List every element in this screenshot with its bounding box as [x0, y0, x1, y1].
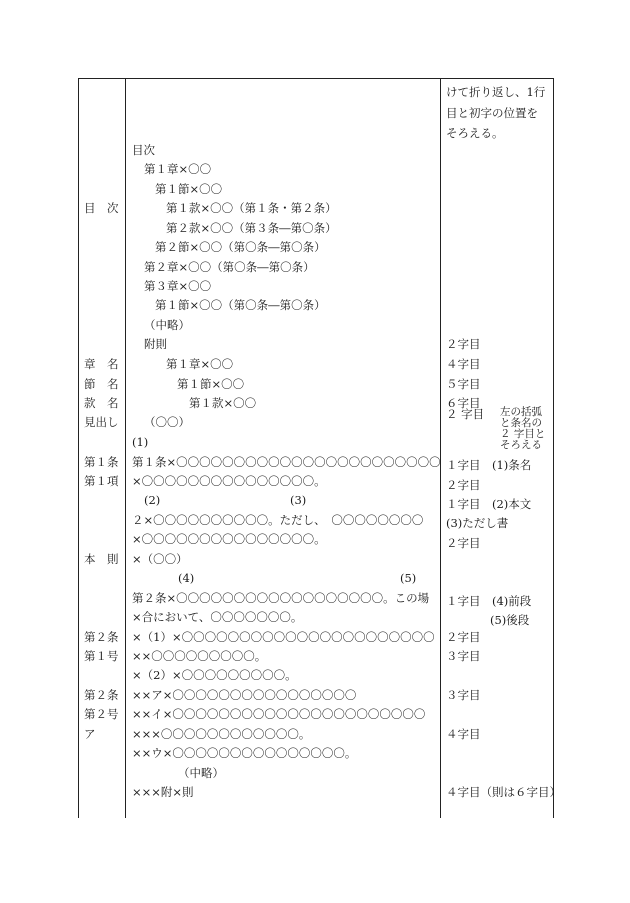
label-kou1: 第１項: [84, 474, 119, 488]
subitem-a: ××ア×〇〇〇〇〇〇〇〇〇〇〇〇〇〇〇〇: [132, 688, 357, 702]
paragraph-2-line-2: ×〇〇〇〇〇〇〇〇〇〇〇〇〇〇〇。: [132, 532, 326, 546]
label-honsoku: 本 則: [84, 552, 119, 566]
label-jo1: 第１条: [84, 455, 119, 469]
item-2: ×（2）×〇〇〇〇〇〇〇〇〇。: [132, 668, 297, 682]
label-shoumei: 章 名: [84, 357, 119, 371]
column-divider-1: [125, 78, 126, 818]
article-1-line-1: 第１条×〇〇〇〇〇〇〇〇〇〇〇〇〇〇〇〇〇〇〇〇〇〇〇: [132, 455, 441, 469]
toc-section-1: 第１節×〇〇: [155, 182, 223, 196]
bracket-note-line-2: と条名の: [500, 417, 542, 429]
body-subsection-heading: 第１款×〇〇: [189, 396, 257, 410]
note-2ji-b: ２字目: [446, 536, 481, 550]
label-jo2: 第２条: [84, 630, 119, 644]
subitem-u: ××ウ×〇〇〇〇〇〇〇〇〇〇〇〇〇〇〇。: [132, 746, 357, 760]
article-2-caption: ×（〇〇）: [132, 552, 188, 566]
item-1-line-1: ×（1）×〇〇〇〇〇〇〇〇〇〇〇〇〇〇〇〇〇〇〇〇〇〇: [132, 630, 435, 644]
label-go1: 第１号: [84, 649, 119, 663]
marker-3: (3): [290, 493, 307, 507]
label-midashi: 見出し: [84, 415, 119, 429]
subitem-i-line-1: ××イ×〇〇〇〇〇〇〇〇〇〇〇〇〇〇〇〇〇〇〇〇〇〇: [132, 707, 426, 721]
toc-section-2: 第２節×〇〇（第〇条―第〇条）: [155, 240, 326, 254]
body-chapter-heading: 第１章×〇〇: [166, 357, 234, 371]
note-5ji-section: ５字目: [446, 377, 481, 391]
toc-section-3-1: 第１節×〇〇（第〇条―第〇条）: [155, 298, 326, 312]
note-4ji-chapter: ４字目: [446, 357, 481, 371]
top-note-line-3: そろえる。: [446, 126, 504, 140]
paragraph-2-line-1: ２×〇〇〇〇〇〇〇〇〇〇。ただし、 〇〇〇〇〇〇〇〇: [132, 513, 424, 527]
marker-5: (5): [400, 571, 417, 585]
bracket-note-line-3: ２ 字目と: [500, 428, 546, 440]
label-go2: 第２号: [84, 707, 119, 721]
note-3ji-b: ３字目: [446, 688, 481, 702]
toc-subsection-2: 第２款×〇〇（第３条―第〇条）: [166, 221, 337, 235]
table-right-border: [553, 78, 554, 818]
top-note-line-1: けて折り返し、1行: [446, 85, 546, 99]
label-jo2b: 第２条: [84, 688, 119, 702]
bracket-note-line-4: そろえる: [500, 439, 542, 451]
note-3ji-a: ３字目: [446, 649, 481, 663]
body-omitted: （中略）: [178, 766, 224, 780]
toc-supplementary: 附則: [144, 337, 167, 351]
note-4ji-a: ４字目: [446, 727, 481, 741]
toc-chapter-3: 第３章×〇〇: [144, 279, 212, 293]
toc-chapter-1: 第１章×〇〇: [144, 162, 212, 176]
item-1-line-2: ××〇〇〇〇〇〇〇〇〇。: [132, 649, 267, 663]
toc-subsection-1: 第１款×〇〇（第１条・第２条）: [166, 201, 337, 215]
note-2ji-heading: ２ 字目: [446, 407, 485, 421]
article-1-line-2: ×〇〇〇〇〇〇〇〇〇〇〇〇〇〇〇。: [132, 474, 326, 488]
article-2-line-1: 第２条×〇〇〇〇〇〇〇〇〇〇〇〇〇〇〇〇〇〇。この場: [132, 591, 430, 605]
note-latter-part: (5)後段: [490, 613, 530, 627]
subitem-i-line-2: ×××〇〇〇〇〇〇〇〇〇〇〇〇。: [132, 727, 311, 741]
marker-2: (2): [144, 493, 161, 507]
marker-1: (1): [132, 435, 149, 449]
note-2ji-toc: ２字目: [446, 337, 481, 351]
note-6ji-subsection: ６字目: [446, 396, 481, 410]
note-article-name: １字目 (1)条名: [446, 458, 532, 472]
table-top-border: [78, 78, 554, 79]
note-2ji-c: ２字目: [446, 630, 481, 644]
body-supplementary-heading: ×××附×則: [132, 785, 194, 799]
note-4ji-supplementary: ４字目（則は６字目）: [446, 785, 561, 799]
top-note-line-2: 目と初字の位置を: [446, 106, 538, 120]
article-caption: （〇〇）: [144, 415, 190, 429]
body-section-heading: 第１節×〇〇: [177, 377, 245, 391]
label-a: ア: [84, 727, 96, 741]
bracket-note-line-1: 左の括弧: [500, 406, 542, 418]
note-first-part: １字目 (4)前段: [446, 594, 532, 608]
marker-4: (4): [178, 571, 195, 585]
article-2-line-2: ×合において、〇〇〇〇〇〇〇。: [132, 610, 303, 624]
label-kanmei: 款 名: [84, 396, 119, 410]
note-2ji-a: ２字目: [446, 478, 481, 492]
note-proviso: (3)ただし書: [446, 516, 509, 530]
column-divider-2: [440, 78, 441, 818]
note-main-text: １字目 (2)本文: [446, 497, 532, 511]
toc-chapter-2: 第２章×〇〇（第〇条―第〇条）: [144, 260, 315, 274]
toc-omitted: （中略）: [144, 318, 190, 332]
toc-title: 目次: [132, 143, 155, 157]
label-mokuji: 目 次: [84, 201, 119, 215]
table-left-border: [78, 78, 79, 818]
label-setsumei: 節 名: [84, 377, 119, 391]
